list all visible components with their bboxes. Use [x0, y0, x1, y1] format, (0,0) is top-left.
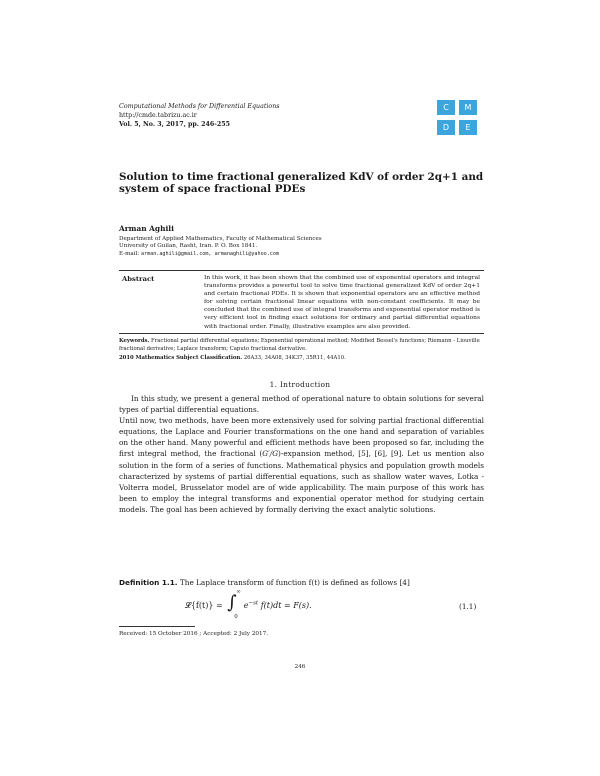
email-label: E-mail:	[119, 250, 140, 257]
received-date-footnote: Received: 15 October 2016 ; Accepted: 2 July 2017.	[119, 631, 269, 637]
integral-upper: ∞	[236, 589, 241, 595]
msc-label: 2010 Mathematics Subject Classification.	[119, 355, 243, 361]
equation-lhs: 𝓛{f(t)} =	[185, 601, 223, 610]
definition-label: Definition 1.1.	[119, 578, 178, 587]
section-heading: 1. Introduction	[269, 380, 331, 389]
author-name: Arman Aghili	[119, 224, 174, 233]
logo-letter-m: M	[459, 100, 477, 115]
definition-text: The Laplace transform of function f(t) is defined as follows [4]	[179, 578, 410, 587]
abstract-top-rule	[119, 270, 484, 271]
author-emails[interactable]: arman.aghili@gmail.com, armanaghili@yahoo.com	[140, 250, 279, 257]
footnote-rule	[119, 626, 195, 627]
author-affiliation	[119, 236, 322, 258]
logo-letter-c: C	[437, 100, 455, 115]
equation-number: (1.1)	[459, 602, 477, 611]
keywords-text: Fractional partial differential equations; Exponential operational method; Modified Bessel's functions; Riemann - Liouville fractional derivative; Laplace transform; Caputo fractional derivative.	[119, 338, 480, 353]
definition-1-1	[119, 578, 484, 587]
abstract-text: In this work, it has been shown that the combined use of exponential operators and integral transforms provides a powerful tool to solve time fractional generalized KdV of order 2q+1 and certain fractional PDEs. It is shown that exponential operators are an effective method for solving certain fractional linear equations with non-constant coefficients. It may be concluded that the combined use of integral transforms and exponential operator method is very efficient tool in finding exact solutions for ordinary and partial differential equations with fractional order. Finally, illustrative examples are also provided.	[204, 275, 480, 330]
equation-exp-base: e	[243, 601, 249, 610]
journal-url[interactable]: http://cmde.tabrizu.ac.ir	[119, 112, 197, 119]
keywords	[119, 337, 484, 354]
author-university: University of Guilan, Rasht, Iran. P. O. Box 1841.	[119, 243, 258, 250]
paper-title: Solution to time fractional generalized KdV of order 2q+1 and system of space fractional PDEs	[119, 171, 484, 195]
abstract-bottom-rule	[119, 333, 484, 334]
integral-sign: ∫ ∞ 0	[227, 589, 241, 620]
author-email-line	[119, 251, 322, 258]
logo-letter-e: E	[459, 120, 477, 135]
journal-header	[119, 102, 279, 129]
msc-codes: 26A33, 34A08, 34K37, 35R11, 44A10.	[243, 355, 346, 361]
equation-rest: f(t)dt = F(s).	[260, 601, 312, 610]
intro-paragraph-1: In this study, we present a general method of operational nature to obtain solutions for several types of partial differential equations.	[119, 394, 484, 415]
page-number: 246	[294, 664, 306, 670]
intro-paragraph-2b: )-expansion method, [5], [6], [9]. Let us mention also solution in the form of a series of functions. Mathematical physics and population growth models characterized by systems of partial differential equations, such as shallow water waves, Lotka - Volterra model, Brusselator model are of wide applicability. The main purpose of this work has been to employ the integral transforms and exponential operator method for studying certain models. The goal has been achieved by formally deriving the exact analytic solutions.	[119, 449, 484, 514]
keywords-label: Keywords.	[119, 338, 150, 344]
intro-paragraph-2a: Until now, two methods, have been more extensively used for solving partial fractional differential equations, the Laplace and Fourier transformations on the one hand and separation of variables on the other hand. Many powerful and efficient methods have been proposed so far, including the first integral method, the fractional (	[119, 416, 484, 459]
author-department: Department of Applied Mathematics, Faculty of Mathematical Sciences	[119, 236, 322, 242]
intro-gprime-g: G′/G	[262, 449, 279, 459]
abstract-label: Abstract	[122, 275, 155, 283]
logo-letter-d: D	[437, 120, 455, 135]
journal-volume: Vol. 5, No. 3, 2017, pp. 246-255	[119, 121, 231, 128]
msc-classification	[119, 355, 484, 361]
equation-exponent: −st	[248, 600, 259, 607]
journal-logo	[437, 100, 489, 138]
journal-name: Computational Methods for Differential Equations	[119, 103, 280, 110]
intro-paragraph-2	[119, 415, 484, 515]
introduction-body	[119, 393, 484, 515]
equation-1-1	[185, 589, 312, 620]
integral-lower: 0	[234, 614, 238, 620]
